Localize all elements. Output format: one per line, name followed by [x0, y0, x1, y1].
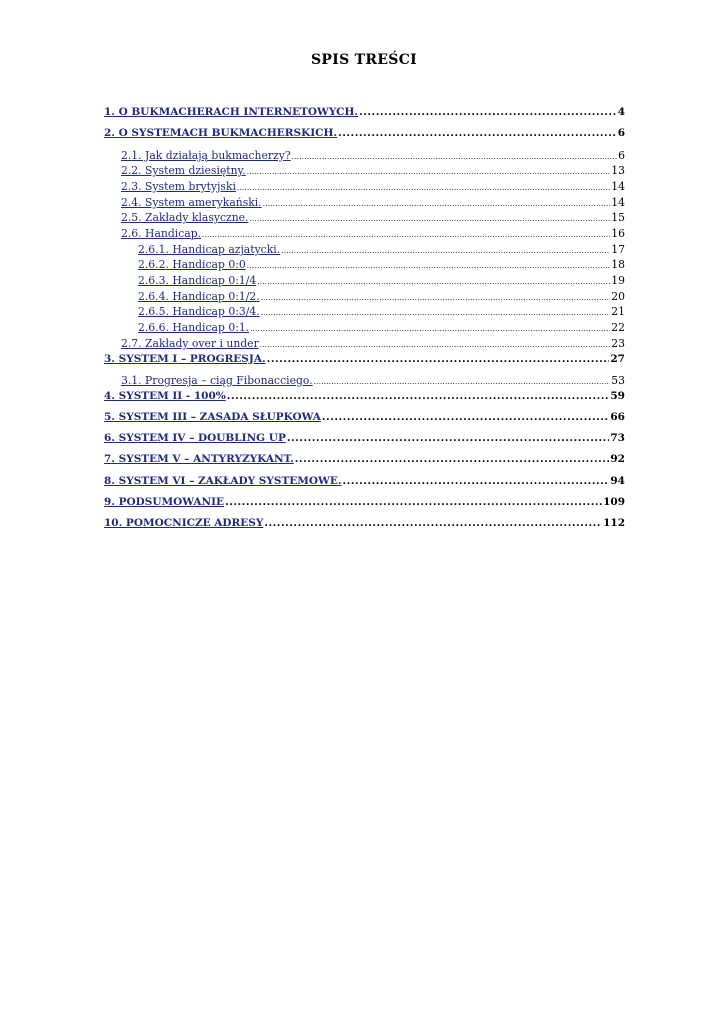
toc-page-number: 73 — [610, 432, 625, 445]
dot-leader — [322, 411, 609, 423]
toc-entry[interactable] — [104, 353, 625, 374]
toc-entry[interactable] — [104, 127, 625, 148]
dot-leader — [257, 274, 610, 287]
toc-entry-link[interactable]: 4. SYSTEM II - 100% — [104, 389, 226, 402]
dot-leader — [338, 127, 617, 139]
toc-page-number: 14 — [611, 179, 625, 193]
toc-page-number: 4 — [617, 106, 625, 118]
toc-entry[interactable] — [104, 290, 625, 306]
toc-entry[interactable] — [104, 180, 625, 196]
dot-leader — [247, 164, 611, 177]
dot-leader — [314, 374, 611, 387]
toc-entry[interactable] — [104, 411, 625, 432]
toc-page-number: 13 — [611, 164, 625, 178]
toc-entry-link[interactable]: 2.4. System amerykański. — [121, 195, 262, 209]
toc-entry-link[interactable]: 2. O SYSTEMACH BUKMACHERSKICH. — [104, 127, 338, 140]
toc-entry[interactable] — [104, 475, 625, 496]
toc-entry-link[interactable]: 2.7. Zakłady over i under — [121, 336, 259, 350]
toc-page-number: 18 — [611, 258, 625, 272]
toc-entry[interactable] — [104, 321, 625, 337]
dot-leader — [237, 180, 610, 193]
toc-entry[interactable] — [104, 227, 625, 243]
toc-entry-link[interactable]: 2.1. Jak działają bukmacherzy? — [121, 148, 291, 162]
toc-entry[interactable] — [104, 196, 625, 212]
toc-entry[interactable] — [104, 390, 625, 411]
toc-entry[interactable] — [104, 432, 625, 453]
toc-entry-link[interactable]: 3. SYSTEM I – PROGRESJA. — [104, 352, 266, 365]
dot-leader — [263, 196, 611, 209]
dot-leader — [247, 258, 611, 271]
toc-page-number: 23 — [611, 336, 625, 350]
toc-entry[interactable] — [104, 274, 625, 290]
dot-leader — [261, 305, 611, 318]
toc-page-number: 15 — [611, 211, 625, 225]
toc-entry[interactable] — [104, 164, 625, 180]
toc-entry-link[interactable]: 2.6.4. Handicap 0:1/2. — [138, 289, 260, 303]
dot-leader — [287, 432, 610, 444]
dot-leader — [264, 517, 602, 529]
toc-page-number: 19 — [611, 274, 625, 288]
toc-page-number: 22 — [611, 321, 625, 335]
toc-entry-link[interactable]: 2.6.2. Handicap 0:0 — [138, 258, 246, 272]
dot-leader — [267, 353, 610, 365]
toc-entry-link[interactable]: 2.6.6. Handicap 0:1. — [138, 321, 250, 335]
dot-leader — [281, 243, 610, 256]
toc-entry-link[interactable]: 9. PODSUMOWANIE — [104, 496, 225, 508]
toc-entry-link[interactable]: 6. SYSTEM IV – DOUBLING UP — [104, 432, 286, 445]
dot-leader — [225, 496, 602, 508]
toc-entry-link[interactable]: 2.6.3. Handicap 0:1/4 — [138, 274, 257, 288]
toc-entry-link[interactable]: 2.5. Zakłady klasyczne. — [121, 211, 249, 225]
toc-page-number: 109 — [603, 496, 625, 508]
toc-entry-link[interactable]: 2.6. Handicap. — [121, 227, 202, 241]
toc-entry-link[interactable]: 2.2. System dziesiętny. — [121, 164, 246, 178]
toc-page-number: 21 — [611, 305, 625, 319]
toc-page-number: 66 — [610, 410, 625, 423]
toc-page-number: 112 — [603, 517, 625, 530]
toc-entry[interactable] — [104, 496, 625, 517]
dot-leader — [292, 149, 617, 162]
toc-page-number: 6 — [617, 127, 625, 140]
toc-entry-link[interactable]: 2.6.1. Handicap azjatycki. — [138, 242, 281, 256]
toc-page-number: 27 — [610, 352, 625, 365]
toc-page-number: 6 — [618, 148, 625, 162]
toc-page-number: 94 — [610, 474, 625, 487]
toc-page-number: 92 — [610, 453, 625, 466]
dot-leader — [295, 453, 610, 465]
dot-leader — [202, 227, 610, 240]
toc-entry-link[interactable]: 5. SYSTEM III – ZASADA SŁUPKOWA — [104, 410, 321, 423]
dot-leader — [227, 390, 610, 402]
dot-leader — [261, 290, 611, 303]
toc-page-number: 17 — [611, 242, 625, 256]
toc-entry[interactable] — [104, 243, 625, 259]
toc-page-number: 16 — [611, 227, 625, 241]
toc-page-number: 53 — [611, 373, 625, 387]
dot-leader — [359, 106, 617, 118]
toc-entry[interactable] — [104, 305, 625, 321]
toc-page-number: 20 — [611, 289, 625, 303]
toc-page-number: 59 — [610, 389, 625, 402]
toc-entry-link[interactable]: 8. SYSTEM VI – ZAKŁADY SYSTEMOWE. — [104, 474, 342, 487]
toc-entry[interactable] — [104, 106, 625, 127]
toc-entry-link[interactable]: 7. SYSTEM V – ANTYRYZYKANT. — [104, 453, 294, 466]
toc-entry[interactable] — [104, 258, 625, 274]
toc-entry-link[interactable]: 1. O BUKMACHERACH INTERNETOWYCH. — [104, 106, 359, 118]
toc-entry-link[interactable]: 2.3. System brytyjski — [121, 179, 236, 193]
toc-entry[interactable] — [104, 149, 625, 165]
toc-entry-link[interactable]: 3.1. Progresja – ciąg Fibonacciego. — [121, 373, 313, 387]
dot-leader — [260, 337, 611, 350]
toc-entry[interactable] — [104, 374, 625, 390]
dot-leader — [343, 475, 610, 487]
dot-leader — [249, 211, 610, 224]
toc-page-number: 14 — [611, 195, 625, 209]
dot-leader — [250, 321, 610, 334]
toc-entry[interactable] — [104, 211, 625, 227]
toc-entry[interactable] — [104, 337, 625, 353]
toc-entry[interactable] — [104, 453, 625, 474]
toc-entry-link[interactable]: 10. POMOCNICZE ADRESY — [104, 517, 264, 530]
table-of-contents — [104, 106, 625, 539]
toc-entry[interactable] — [104, 517, 625, 538]
page-title: SPIS TREŚCI — [311, 52, 417, 68]
toc-entry-link[interactable]: 2.6.5. Handicap 0:3/4. — [138, 305, 260, 319]
